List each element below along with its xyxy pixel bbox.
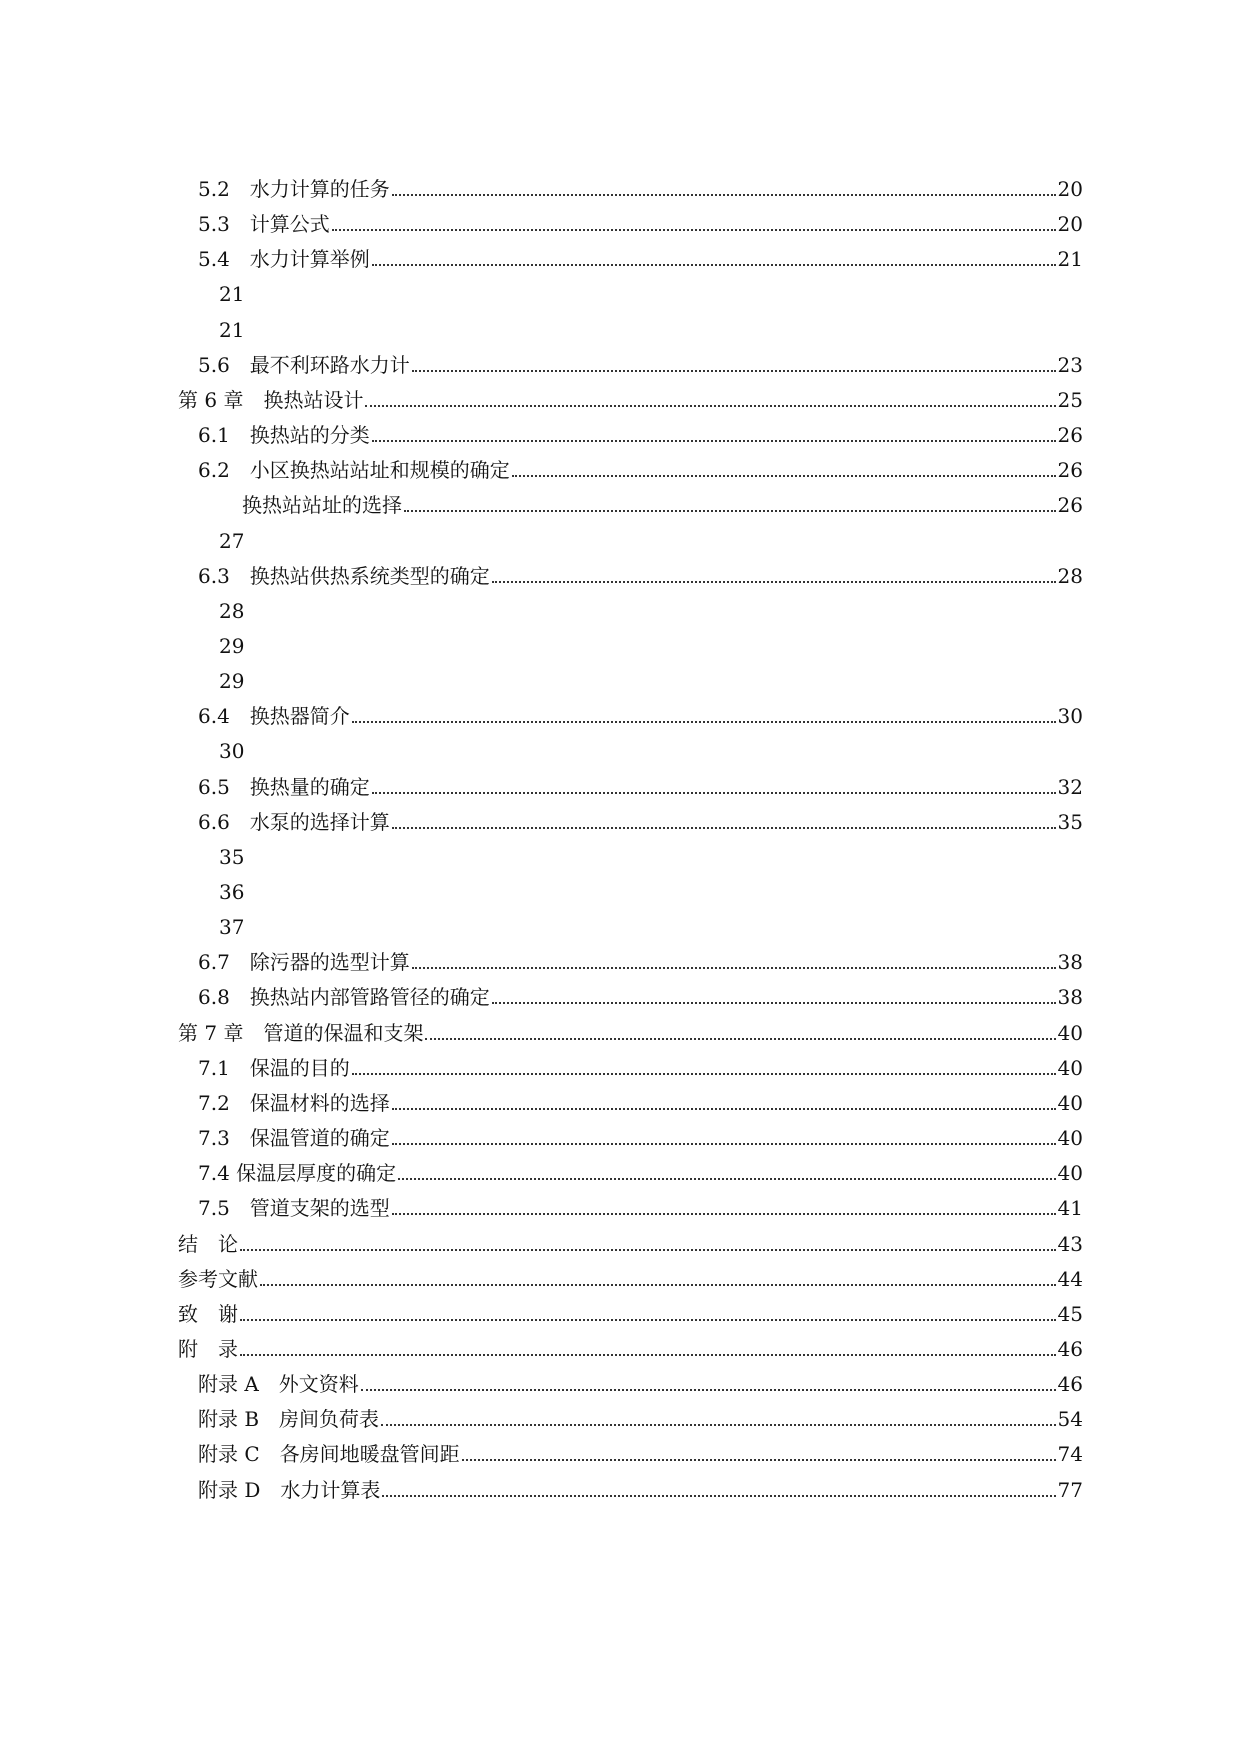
toc-entry-page-number: 40 [1057,1020,1083,1045]
toc-entry-title: 6.5 换热量的确定 [198,774,370,799]
toc-entry-page-number: 35 [219,844,245,869]
toc-entry-page-number: 29 [219,633,245,658]
toc-entry-title: 5.2 水力计算的任务 [198,177,390,201]
toc-leader-dots [240,1249,1056,1251]
toc-leader-dots [365,405,1055,407]
toc-leader-dots [240,1354,1056,1356]
toc-entry[interactable] [198,1184,1083,1220]
toc-entry[interactable] [198,446,1083,482]
toc-entry[interactable] [219,727,244,763]
toc-entry[interactable] [198,1044,1083,1080]
toc-leader-dots [392,1143,1056,1145]
toc-entry-title: 6.3 换热站供热系统类型的确定 [198,563,490,588]
toc-entry-page-number: 28 [1057,563,1083,588]
toc-entry[interactable] [178,376,1083,412]
toc-entry-title: 附录 B 房间负荷表 [198,1407,380,1432]
toc-entry-page-number: 40 [1057,1055,1083,1080]
toc-entry[interactable] [198,938,1083,974]
toc-entry-page-number: 77 [1057,1477,1083,1502]
toc-entry-page-number: 46 [1057,1336,1083,1361]
toc-entry[interactable] [219,833,244,869]
toc-leader-dots [392,1213,1056,1215]
toc-entry[interactable] [198,763,1083,799]
toc-entry-title: 6.7 除污器的选型计算 [198,950,410,975]
toc-entry[interactable] [198,1395,1083,1431]
toc-leader-dots [492,581,1056,583]
toc-leader-dots [412,967,1056,969]
toc-entry-page-number: 35 [1057,809,1083,834]
toc-entry-page-number: 74 [1057,1442,1083,1467]
toc-entry[interactable] [198,798,1083,834]
toc-entry-title: 致 谢 [178,1301,238,1326]
toc-leader-dots [392,1108,1056,1110]
toc-entry[interactable] [198,1430,1083,1466]
toc-entry-page-number: 26 [1057,493,1083,518]
toc-entry-title: 7.3 保温管道的确定 [198,1126,390,1151]
toc-entry-page-number: 38 [1057,985,1083,1010]
toc-entry[interactable] [198,1079,1083,1115]
toc-entry-page-number: 30 [219,739,245,764]
toc-entry-title: 6.6 水泵的选择计算 [198,809,390,834]
toc-entry-title: 7.1 保温的目的 [198,1055,350,1080]
toc-leader-dots [425,1038,1055,1040]
toc-leader-dots [492,1002,1056,1004]
toc-entry-page-number: 32 [1057,774,1083,799]
toc-entry[interactable] [198,235,1083,271]
toc-entry-page-number: 20 [1057,177,1083,201]
toc-entry[interactable] [198,1149,1083,1185]
toc-entry-page-number: 21 [219,282,245,307]
toc-entry[interactable] [198,1360,1083,1396]
toc-entry[interactable] [198,1114,1083,1150]
toc-leader-dots [372,440,1056,442]
toc-entry-title: 结 论 [178,1231,238,1256]
toc-entry-title: 参考文献 [178,1266,258,1291]
toc-entry-title: 7.2 保温材料的选择 [198,1090,390,1115]
toc-entry-title: 第 7 章 管道的保温和支架 [178,1020,424,1045]
toc-entry[interactable] [198,552,1083,588]
toc-entry[interactable] [198,200,1083,236]
toc-leader-dots [382,1495,1055,1497]
toc-entry[interactable] [178,1255,1083,1291]
toc-entry-page-number: 28 [219,598,245,623]
toc-entry-title: 6.8 换热站内部管路管径的确定 [198,985,490,1010]
toc-entry-page-number: 41 [1057,1196,1083,1221]
toc-entry-page-number: 44 [1057,1266,1083,1291]
toc-entry-title: 附 录 [178,1336,238,1361]
toc-entry-title: 换热站站址的选择 [242,493,402,518]
toc-entry[interactable] [219,868,244,904]
toc-entry-page-number: 54 [1057,1407,1083,1432]
toc-leader-dots [392,827,1056,829]
toc-leader-dots [332,229,1056,231]
toc-leader-dots [361,1389,1056,1391]
toc-leader-dots [381,1424,1055,1426]
toc-entry[interactable] [219,270,244,306]
toc-leader-dots [372,264,1056,266]
toc-entry[interactable] [219,657,244,693]
toc-leader-dots [240,1319,1056,1321]
toc-entry-title: 6.4 换热器简介 [198,704,350,729]
toc-entry[interactable] [219,306,244,342]
toc-entry[interactable] [198,973,1083,1009]
toc-entry-page-number: 43 [1057,1231,1083,1256]
toc-entry-title: 5.4 水力计算举例 [198,247,370,272]
toc-entry[interactable] [178,1290,1083,1326]
toc-entry[interactable] [219,587,244,623]
toc-entry[interactable] [178,1220,1083,1256]
toc-entry[interactable] [219,517,244,553]
toc-leader-dots [404,510,1056,512]
toc-entry-page-number: 29 [219,669,245,694]
toc-entry-page-number: 46 [1057,1372,1083,1397]
toc-leader-dots [372,792,1056,794]
toc-entry-page-number: 26 [1057,423,1083,448]
toc-leader-dots [352,1073,1056,1075]
toc-leader-dots [260,1284,1056,1286]
toc-entry[interactable] [219,622,244,658]
toc-entry-page-number: 26 [1057,458,1083,483]
toc-entry-page-number: 27 [219,528,245,553]
toc-entry-title: 附录 D 水力计算表 [198,1477,381,1502]
toc-leader-dots [352,721,1056,723]
toc-entry-page-number: 40 [1057,1161,1083,1186]
toc-entry-page-number: 37 [219,915,245,940]
toc-entry-page-number: 21 [219,317,245,342]
toc-entry[interactable] [198,165,1083,201]
toc-entry[interactable] [198,411,1083,447]
toc-entry-title: 第 6 章 换热站设计 [178,387,364,412]
toc-entry-title: 7.4 保温层厚度的确定 [198,1161,397,1186]
toc-entry-page-number: 45 [1057,1301,1083,1326]
toc-entry-title: 5.6 最不利环路水力计 [198,352,410,377]
toc-entry-title: 附录 A 外文资料 [198,1372,359,1397]
toc-leader-dots [462,1459,1056,1461]
toc-entry[interactable] [242,481,1083,517]
toc-leader-dots [392,194,1056,196]
toc-entry-page-number: 38 [1057,950,1083,975]
toc-entry[interactable] [178,1009,1083,1045]
toc-entry[interactable] [198,692,1083,728]
toc-entry-title: 6.2 小区换热站站址和规模的确定 [198,458,510,483]
toc-entry[interactable] [178,1325,1083,1361]
toc-entry-page-number: 40 [1057,1090,1083,1115]
toc-entry-page-number: 23 [1057,352,1083,377]
toc-entry-page-number: 20 [1057,212,1083,237]
toc-entry-page-number: 36 [219,880,245,904]
toc-entry[interactable] [198,341,1083,377]
toc-entry-title: 5.3 计算公式 [198,212,330,237]
toc-leader-dots [512,475,1056,477]
toc-entry-page-number: 40 [1057,1126,1083,1151]
toc-entry-title: 附录 C 各房间地暖盘管间距 [198,1442,460,1467]
toc-entry-page-number: 30 [1057,704,1083,729]
toc-entry[interactable] [198,1466,1083,1502]
toc-entry-page-number: 25 [1057,387,1083,412]
toc-entry[interactable] [219,903,244,939]
toc-entry-page-number: 21 [1057,247,1083,272]
toc-leader-dots [398,1178,1055,1180]
toc-entry-title: 7.5 管道支架的选型 [198,1196,390,1221]
toc-leader-dots [412,370,1056,372]
toc-entry-title: 6.1 换热站的分类 [198,423,370,448]
